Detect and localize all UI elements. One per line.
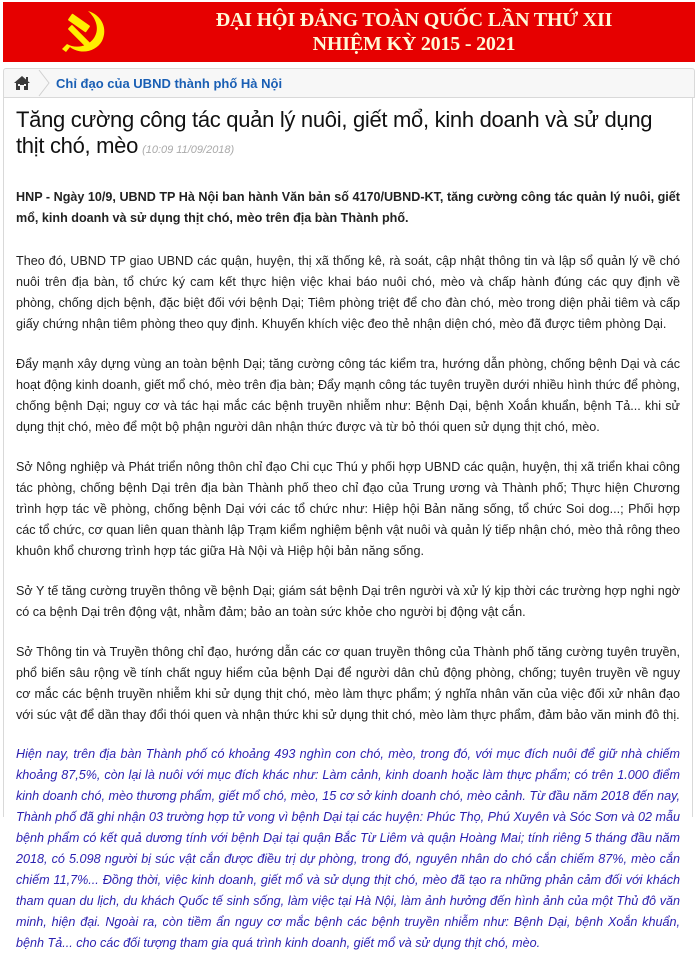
article-highlight-paragraph: Hiện nay, trên địa bàn Thành phố có khoảng 493 nghìn con chó, mèo, trong đó, với mục đích nuôi để giữ nhà chiếm khoảng 87,5%, còn lại là nuôi với mục đích khác như: Làm cảnh, kinh doanh hoặc làm thực phẩm; có trên 1.000 điểm kinh doanh chó, mèo thương phẩm, giết mổ chó, mèo, 15 cơ sở kinh doanh chó, mèo cảnh. Từ đầu năm 2018 đến nay, Thành phố đã ghi nhận 03 trường hợp tử vong vì bệnh Dại tại các huyện: Phúc Thọ, Phú Xuyên và Sóc Sơn và 02 mẫu bệnh phẩm có kết quả dương tính với bệnh Dại tại quận Bắc Từ Liêm và quận Hoàng Mai; tính riêng 5 tháng đầu năm 2018, có 5.098 người bị súc vật cắn được điều trị dự phòng, trong đó, nguyên nhân do chó cắn chiếm 87%, mèo cắn chiếm 11,7%... Đồng thời, việc kinh doanh, giết mổ và sử dụng thịt chó, mèo đã tạo ra những phản cảm đối với khách tham quan du lịch, du khách Quốc tế sinh sống, làm việc tại Hà Nội, làm ảnh hưởng đến hình ảnh của một Thủ đô văn minh, hiện đại. Ngoài ra, còn tiềm ẩn nguy cơ mắc bệnh các bệnh truyền nhiễm như: Bệnh Dại, bệnh Xoắn khuẩn, bệnh Tả... cho các đối tượng tham gia quá trình kinh doanh, giết mổ và sử dụng thịt chó, mèo. — [16, 747, 681, 950]
breadcrumb-category-link[interactable]: Chỉ đạo của UBND thành phố Hà Nội — [56, 75, 283, 91]
article-title — [16, 107, 680, 163]
breadcrumb — [3, 68, 695, 98]
hammer-sickle-icon — [58, 7, 110, 59]
banner-title — [153, 8, 675, 56]
article-paragraph: Theo đó, UBND TP giao UBND các quận, huyện, thị xã thống kê, rà soát, cập nhật thông tin và lập sổ quản lý về chó nuôi trên địa bàn, tổ chức ký cam kết thực hiện việc khai báo nuôi chó, mèo và chấp hành đúng các quy định về phòng, chống dịch bệnh, đặc biệt đối với bệnh Dại; Tiêm phòng triệt để cho đàn chó, mèo trong diện phải tiêm và cấp giấy chứng nhận tiêm phòng theo quy định. Khuyến khích việc đeo thẻ nhận diện chó, mèo đã được tiêm phòng Dại. — [16, 254, 680, 331]
banner-title-line1: ĐẠI HỘI ĐẢNG TOÀN QUỐC LẦN THỨ XII — [215, 9, 613, 31]
article-container — [3, 97, 693, 950]
article-date: (10:09 11/09/2018) — [142, 144, 235, 156]
article-paragraph: Sở Y tế tăng cường truyền thông về bệnh Dại; giám sát bệnh Dại trên người và xử lý kịp thời các trường hợp nghi ngờ có ca bệnh Dại trên động vật, nhằm đảm; bảo an toàn sức khỏe cho người bị động vật cắn. — [16, 584, 680, 619]
chevron-right-icon — [38, 69, 50, 97]
banner-title-line2: NHIỆM KỲ 2015 - 2021 — [312, 33, 516, 55]
article-title-text: Tăng cường công tác quản lý nuôi, giết mổ, kinh doanh và sử dụng thịt chó, mèo — [16, 107, 653, 158]
article-paragraph: Đẩy mạnh xây dựng vùng an toàn bệnh Dại; tăng cường công tác kiểm tra, hướng dẫn phòng, chống bệnh Dại và các hoạt động kinh doanh, giết mổ chó, mèo trên địa bàn; Đẩy mạnh công tác tuyên truyền dưới nhiều hình thức để phòng, chống bệnh Dại; nguy cơ và tác hại mắc các bệnh truyền nhiễm như: Bệnh Dại, bệnh Xoắn khuẩn, bệnh Tả... khi sử dụng thịt chó, mèo để một bộ phận người dân nhận thức được và từ bỏ thói quen sử dụng thịt chó, mèo. — [16, 357, 680, 434]
header-banner — [3, 2, 695, 62]
home-icon[interactable] — [12, 74, 32, 92]
article-sapo: HNP - Ngày 10/9, UBND TP Hà Nội ban hành Văn bản số 4170/UBND-KT, tăng cường công tác quản lý nuôi, giết mổ, kinh doanh và sử dụng thịt chó, mèo trên địa bàn Thành phố. — [16, 190, 680, 225]
article-paragraph: Sở Thông tin và Truyền thông chỉ đạo, hướng dẫn các cơ quan truyền thông của Thành phố tăng cường tuyên truyền, phổ biến sâu rộng về tính chất nguy hiểm của bệnh Dại để người dân chủ động phòng, chống; tuyên truyền về nguy cơ mắc các bệnh truyền nhiễm khi sử dụng thịt chó, mèo làm thực phẩm; ý nghĩa nhân văn của việc đối xử nhân đạo với súc vật để dần thay đổi thói quen và nhận thức khi sử dụng thit chó, mèo làm thực phẩm, đảm bảo văn minh đô thị. — [16, 645, 680, 722]
article-paragraph: Sở Nông nghiệp và Phát triển nông thôn chỉ đạo Chi cục Thú y phối hợp UBND các quận, huyện, thị xã triển khai công tác phòng, chống bệnh Dại trên địa bàn Thành phố theo chỉ đạo của Trung ương và Thành phố; Thực hiện Chương trình hợp tác về phòng, chống bệnh Dại với các tổ chức như: Hiệp hội Bản năng sống, tổ chức Soi dog...; Phối hợp các tổ chức, cơ quan liên quan thành lập Trạm kiểm nghiệm bệnh vật nuôi và quản lý tiếp nhận chó, mèo thả rông theo khuôn khổ chương trình hợp tác giữa Hà Nội và Hiệp hội bản năng sống. — [16, 460, 680, 558]
